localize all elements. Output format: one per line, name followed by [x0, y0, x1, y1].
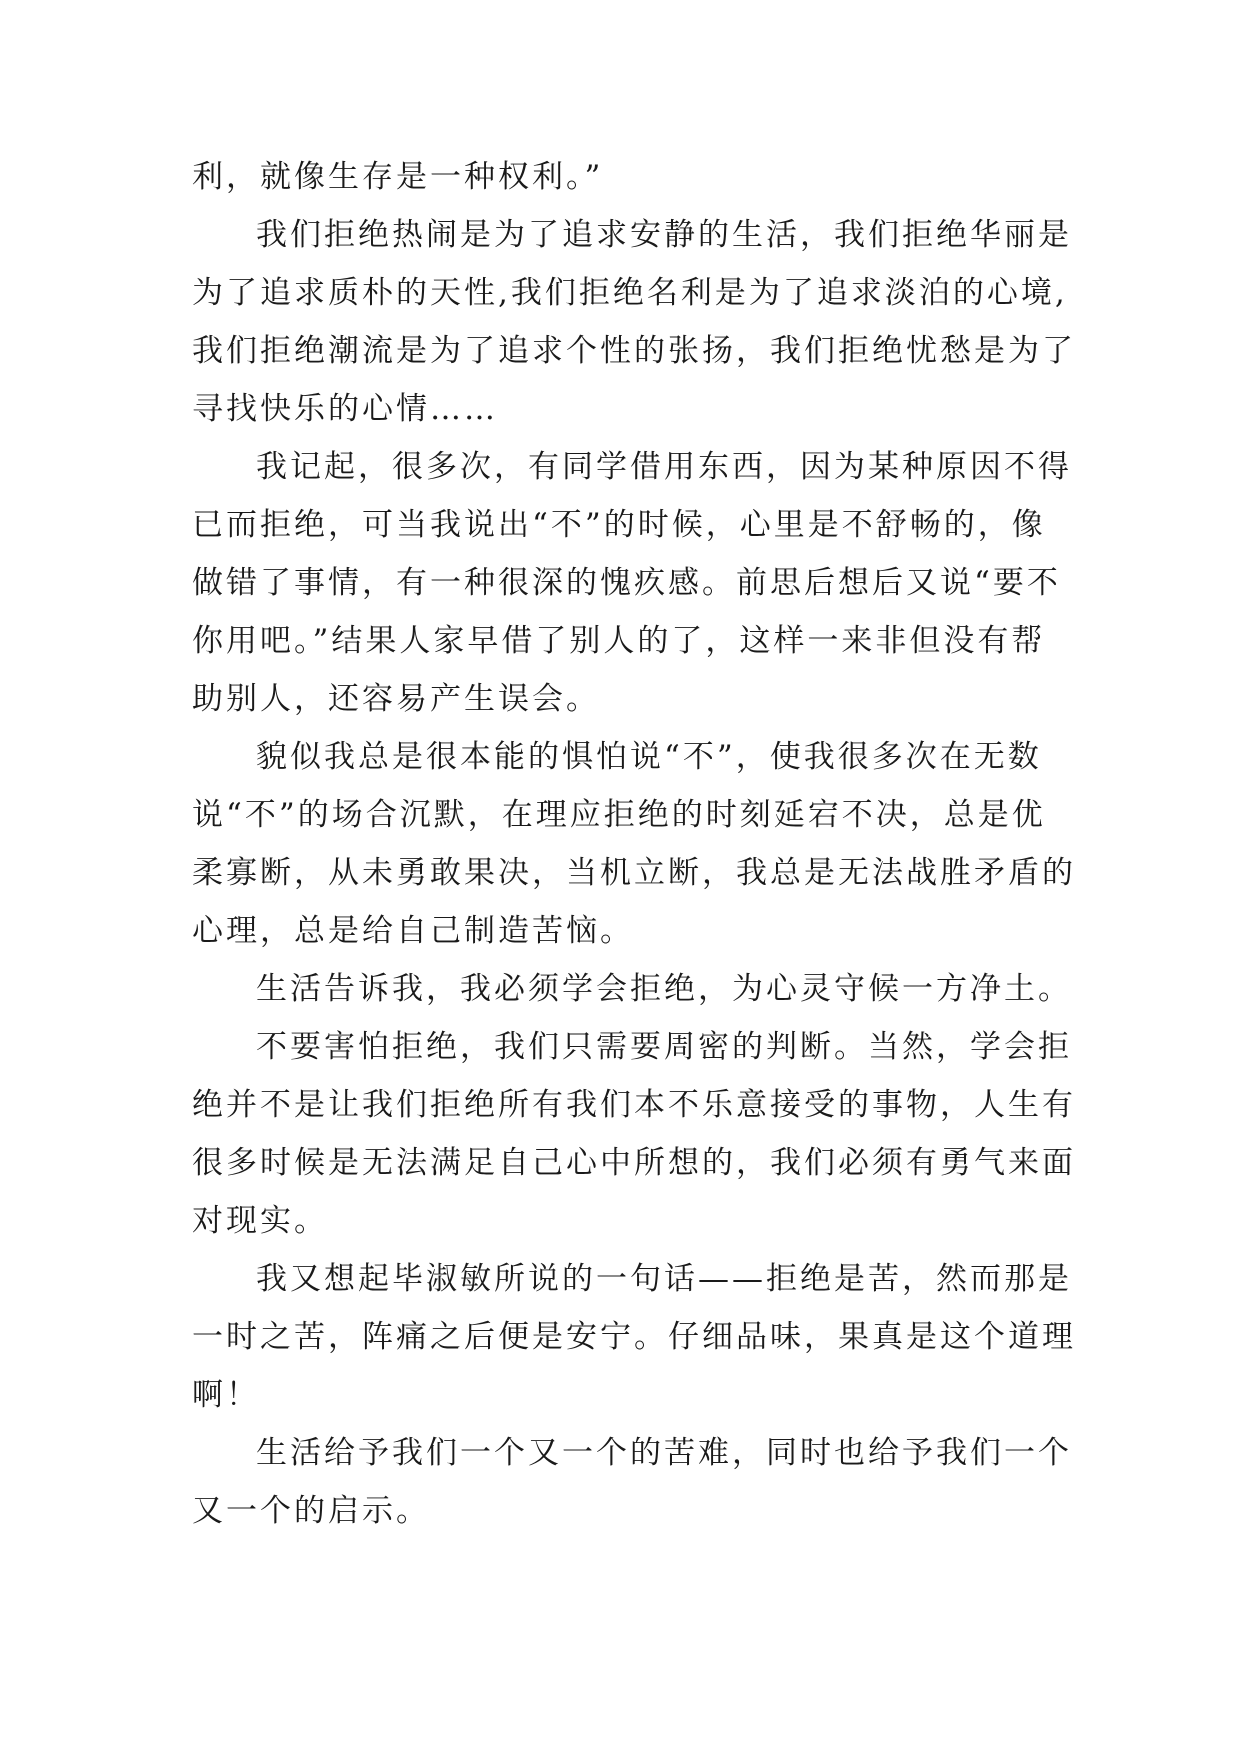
text-line: 我们拒绝潮流是为了追求个性的张扬，我们拒绝忧愁是为了	[192, 333, 1076, 369]
text-line: 一时之苦，阵痛之后便是安宁。仔细品味，果真是这个道理	[192, 1319, 1076, 1355]
text-line: 心理，总是给自己制造苦恼。	[192, 913, 634, 949]
text-line: 寻找快乐的心情……	[192, 391, 498, 427]
text-line: 啊！	[192, 1377, 260, 1413]
text-line: 助别人，还容易产生误会。	[192, 681, 600, 717]
paragraph-first-line: 我记起，很多次，有同学借用东西，因为某种原因不得	[256, 449, 1072, 485]
paragraph-first-line: 生活给予我们一个又一个的苦难，同时也给予我们一个	[256, 1435, 1072, 1471]
paragraph-first-line: 生活告诉我，我必须学会拒绝，为心灵守候一方净土。	[256, 971, 1072, 1007]
paragraph-first-line: 我们拒绝热闹是为了追求安静的生活，我们拒绝华丽是	[256, 217, 1072, 253]
article-body	[192, 148, 1092, 1540]
paragraph-first-line: 我又想起毕淑敏所说的一句话——拒绝是苦，然而那是	[256, 1261, 1072, 1297]
text-line: 说“不”的场合沉默，在理应拒绝的时刻延宕不决，总是优	[192, 797, 1046, 833]
text-line: 为了追求质朴的天性,我们拒绝名利是为了追求淡泊的心境,	[192, 275, 1068, 311]
text-line: 对现实。	[192, 1203, 328, 1239]
paragraph-first-line: 貌似我总是很本能的惧怕说“不”，使我很多次在无数	[256, 739, 1042, 775]
text-line: 很多时候是无法满足自己心中所想的，我们必须有勇气来面	[192, 1145, 1076, 1181]
text-line: 你用吧。”结果人家早借了别人的了，这样一来非但没有帮	[192, 623, 1046, 659]
text-line: 绝并不是让我们拒绝所有我们本不乐意接受的事物，人生有	[192, 1087, 1076, 1123]
text-line: 又一个的启示。	[192, 1493, 430, 1529]
paragraph-first-line: 不要害怕拒绝，我们只需要周密的判断。当然，学会拒	[256, 1029, 1072, 1065]
text-line: 利，就像生存是一种权利。”	[192, 159, 604, 195]
text-line: 已而拒绝，可当我说出“不”的时候，心里是不舒畅的，像	[192, 507, 1046, 543]
text-line: 做错了事情，有一种很深的愧疚感。前思后想后又说“要不	[192, 565, 1061, 601]
text-line: 柔寡断，从未勇敢果决，当机立断，我总是无法战胜矛盾的	[192, 855, 1076, 891]
